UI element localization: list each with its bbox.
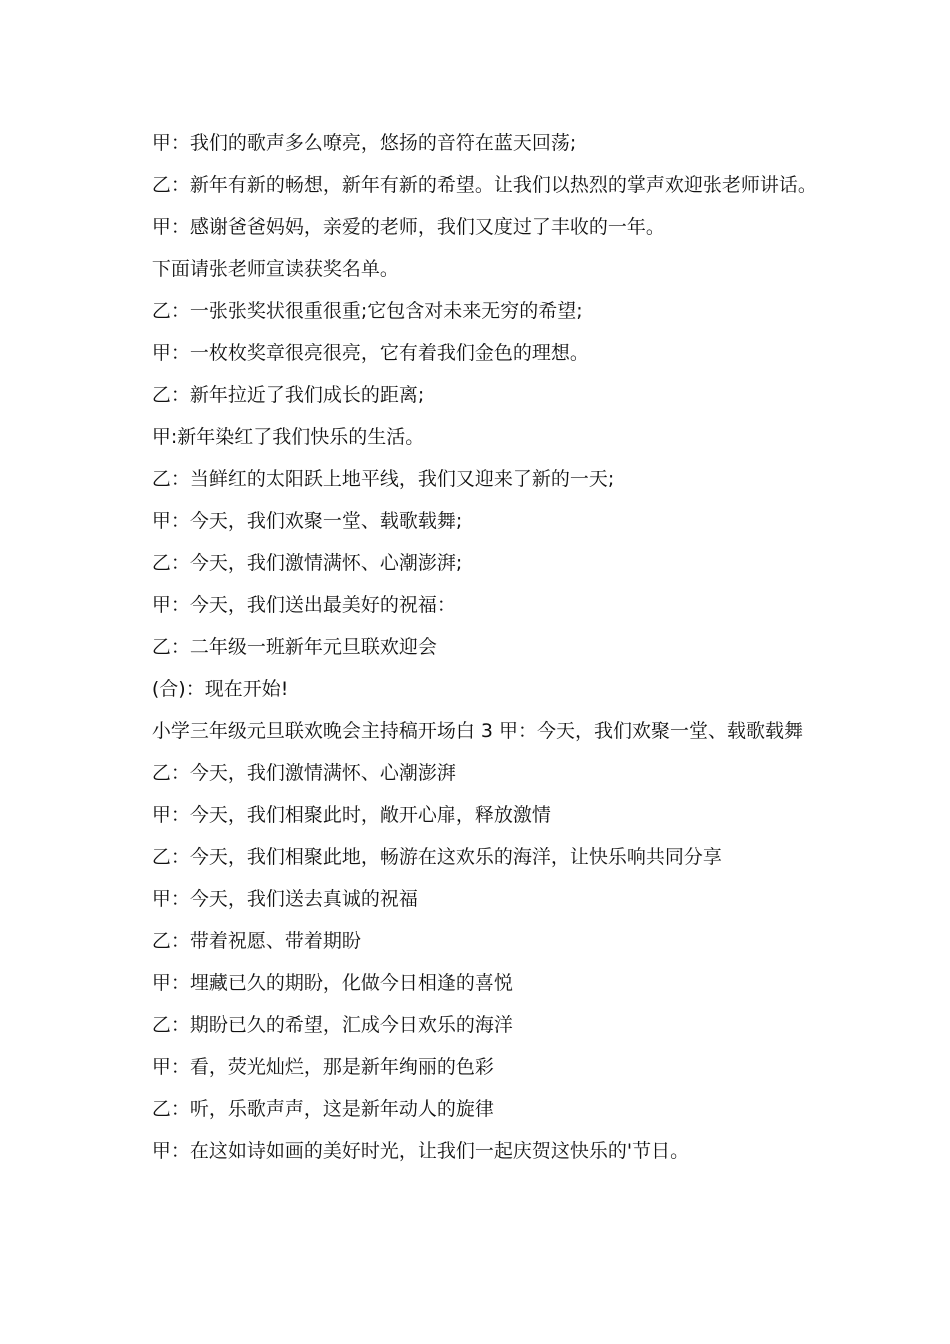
paragraph: 下面请张老师宣读获奖名单。 — [151, 258, 399, 280]
paragraph: 乙：二年级一班新年元旦联欢迎会 — [151, 636, 437, 658]
paragraph: 甲：今天，我们欢聚一堂、载歌载舞; — [151, 510, 463, 532]
document-body — [112, 131, 842, 1163]
paragraph: 甲：今天，我们送出最美好的祝福： — [151, 594, 456, 616]
paragraph: 甲：感谢爸爸妈妈，亲爱的老师，我们又度过了丰收的一年。 — [151, 216, 665, 238]
paragraph: 乙：听，乐歌声声，这是新年动人的旋律 — [151, 1098, 494, 1120]
paragraph: 甲：今天，我们送去真诚的祝福 — [151, 888, 418, 910]
paragraph: 乙：新年有新的畅想，新年有新的希望。让我们以热烈的掌声欢迎张老师讲话。 — [151, 174, 817, 196]
paragraph: 甲：今天，我们相聚此时，敞开心扉，释放激情 — [151, 804, 551, 826]
paragraph: 乙：期盼已久的希望，汇成今日欢乐的海洋 — [151, 1014, 513, 1036]
paragraph: 乙：一张张奖状很重很重;它包含对未来无穷的希望; — [151, 300, 583, 322]
paragraph: 甲：在这如诗如画的美好时光，让我们一起庆贺这快乐的'节日。 — [151, 1140, 690, 1162]
paragraph: 甲：看，荧光灿烂，那是新年绚丽的色彩 — [151, 1056, 494, 1078]
paragraph: 甲：埋藏已久的期盼，化做今日相逢的喜悦 — [151, 972, 513, 994]
paragraph: 乙：新年拉近了我们成长的距离; — [151, 384, 425, 406]
paragraph: 甲：我们的歌声多么嘹亮，悠扬的音符在蓝天回荡; — [151, 132, 577, 154]
paragraph: 乙：今天，我们激情满怀、心潮澎湃 — [151, 762, 456, 784]
paragraph: 乙：当鲜红的太阳跃上地平线，我们又迎来了新的一天; — [151, 468, 615, 490]
paragraph: 甲:新年染红了我们快乐的生活。 — [151, 426, 425, 448]
paragraph: 小学三年级元旦联欢晚会主持稿开场白 3 甲：今天，我们欢聚一堂、载歌载舞 — [151, 720, 804, 742]
paragraph: 甲：一枚枚奖章很亮很亮，它有着我们金色的理想。 — [151, 342, 589, 364]
paragraph: 乙：今天，我们相聚此地，畅游在这欢乐的海洋，让快乐响共同分享 — [151, 846, 722, 868]
paragraph: 乙：带着祝愿、带着期盼 — [151, 930, 361, 952]
paragraph: (合)：现在开始! — [151, 678, 289, 700]
paragraph: 乙：今天，我们激情满怀、心潮澎湃; — [151, 552, 463, 574]
